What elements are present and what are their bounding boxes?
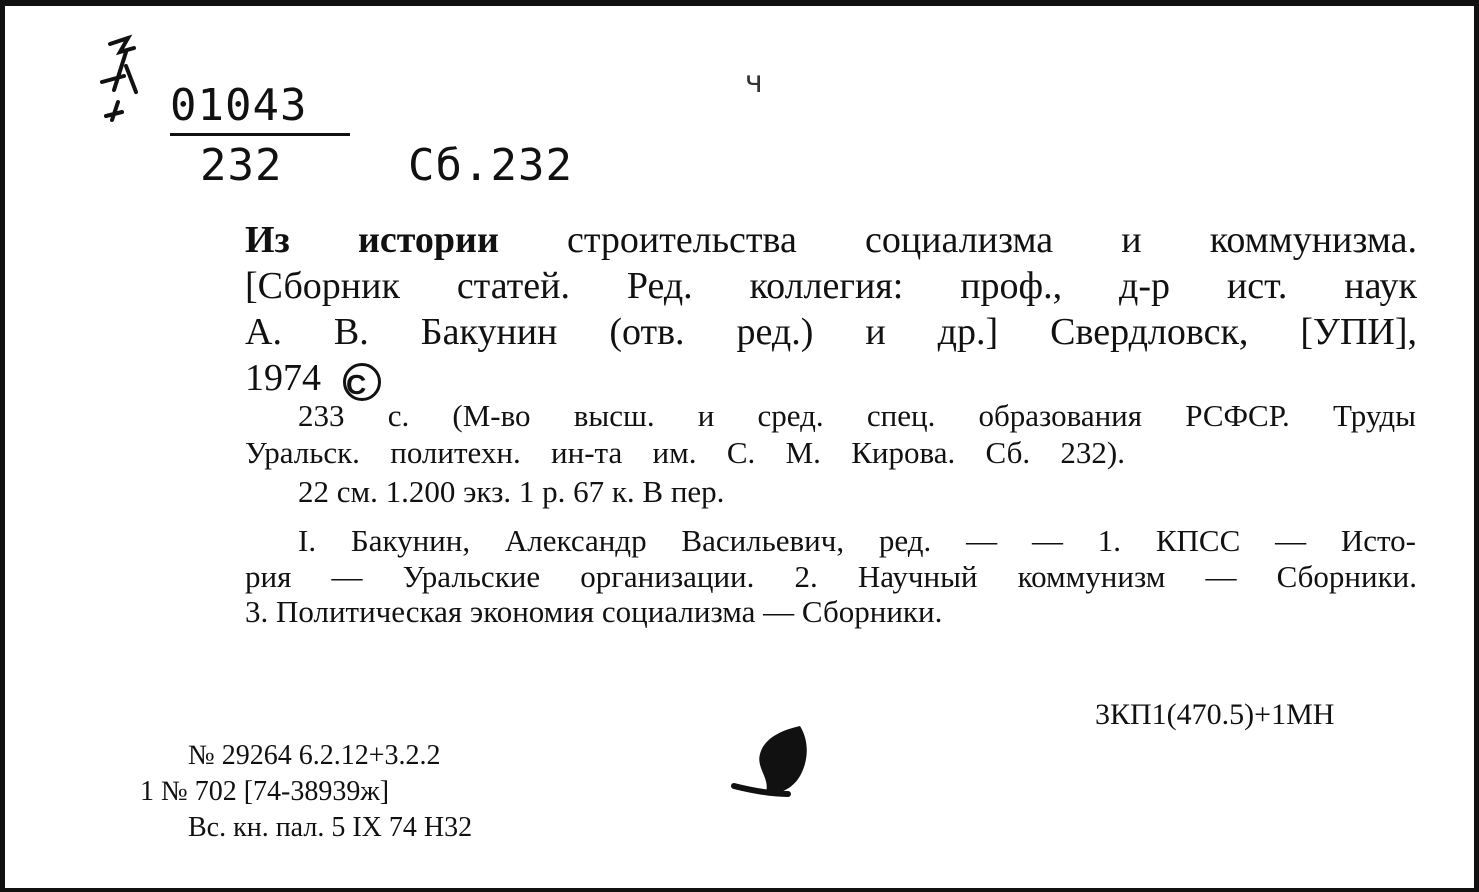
- card-border-bottom: [0, 888, 1479, 892]
- collation-line-1: 233 с. (М-во высш. и сред. спец. образования РСФСР. Труды: [298, 398, 1416, 433]
- tracing-line-2: рия — Уральские организации. 2. Научный коммунизм — Сборники.: [245, 559, 1417, 594]
- handwritten-mark: ч: [745, 65, 763, 100]
- number-divider: [170, 133, 350, 136]
- year-line: [245, 356, 381, 401]
- accession-line-3: Вс. кн. пал. 5 IX 74 Н32: [188, 812, 473, 843]
- title-line: [245, 218, 1417, 262]
- classification-code: 3КП1(470.5)+1МН: [1095, 698, 1335, 731]
- pen-mark-icon: [96, 32, 152, 132]
- series-code: Сб.232: [408, 140, 573, 191]
- card-border-left: [0, 0, 5, 892]
- title-rest: строительства социализма и коммунизма.: [567, 219, 1417, 261]
- collation-line-3: 22 см. 1.200 экз. 1 р. 67 к. В пер.: [298, 474, 725, 509]
- publication-year: 1974: [245, 357, 321, 399]
- ink-blot-icon: [730, 720, 820, 810]
- tracing-line-3: 3. Политическая экономия социализма — Сборники.: [245, 594, 943, 629]
- copyright-icon: C: [343, 363, 381, 401]
- imprint-line: А. В. Бакунин (отв. ред.) и др.] Свердловск, [УПИ],: [245, 311, 1417, 353]
- card-border-right: [1474, 0, 1479, 892]
- title-bold: Из истории: [245, 219, 499, 261]
- accession-line-1: № 29264 6.2.12+3.2.2: [188, 740, 441, 771]
- card-number-bottom: 232: [200, 140, 283, 191]
- collation-line-2: Уральск. политехн. ин-та им. С. М. Кирова. Сб. 232).: [245, 435, 1125, 470]
- card-number-top: 01043: [170, 80, 308, 131]
- card-border-top: [0, 0, 1479, 6]
- editors-line: [Сборник статей. Ред. коллегия: проф., д-р ист. наук: [245, 265, 1417, 307]
- accession-line-2: 1 № 702 [74-38939ж]: [140, 776, 390, 807]
- tracing-line-1: I. Бакунин, Александр Васильевич, ред. — — 1. КПСС — Исто-: [298, 523, 1416, 558]
